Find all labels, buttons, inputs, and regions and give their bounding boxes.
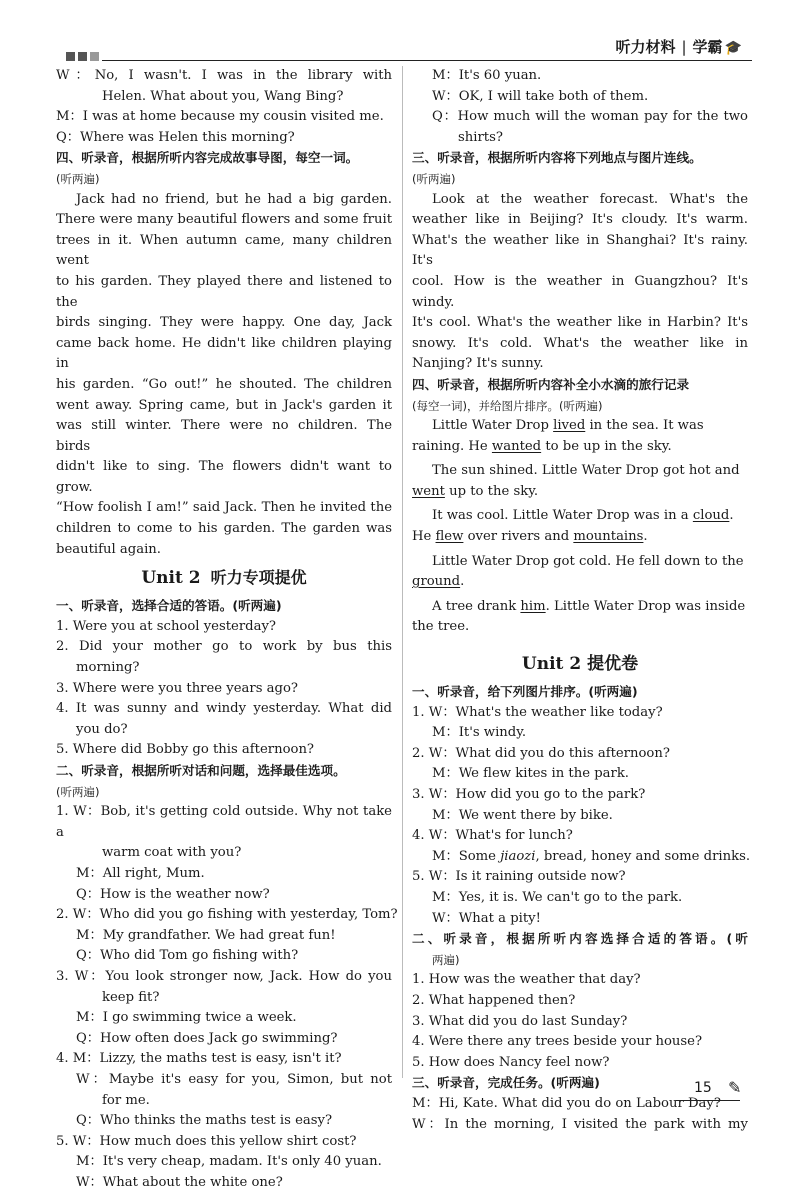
header-separator: | xyxy=(681,38,687,56)
drop-line: The sun shined. Little Water Drop got hot and xyxy=(432,463,740,479)
dialog-italic: jiaozi xyxy=(500,848,536,864)
question-line: 4. It was sunny and windy yesterday. What did xyxy=(56,701,392,717)
question-line: 5. Where did Bobby go this afternoon? xyxy=(56,742,315,758)
dialog-line: M：It's 60 yuan. xyxy=(432,68,542,83)
weather-line: weather like in Beijing? It's cloudy. It's warm. xyxy=(412,212,748,228)
weather-line: It's cool. What's the weather like in Harbin? It's xyxy=(412,315,748,331)
drop-answer: lived xyxy=(553,418,586,434)
section-subheading: (每空一词)，并给图片排序。(听两遍) xyxy=(412,398,603,413)
question-line: 4. Were there any trees beside your house? xyxy=(412,1034,703,1050)
pencil-icon: ✎ xyxy=(728,1078,742,1097)
drop-line xyxy=(412,482,748,503)
dialog-line: M：All right, Mum. xyxy=(76,865,205,881)
story-line: birds singing. They were happy. One day, Jack xyxy=(56,315,392,331)
dialog-line xyxy=(412,847,751,868)
drop-answer: flew xyxy=(435,529,464,545)
graduation-cap-icon: 🎓 xyxy=(724,40,742,56)
dialog-line: keep fit? xyxy=(102,989,160,1005)
page-header xyxy=(52,32,752,58)
drop-line xyxy=(412,416,748,437)
drop-text: . xyxy=(460,574,465,590)
drop-answer: went xyxy=(412,483,445,499)
section-heading: 四、听录音，根据所听内容完成故事导图，每空一词。 xyxy=(56,150,359,166)
drop-line xyxy=(412,572,748,593)
dialog-line: W：Maybe it's easy for you, Simon, but not xyxy=(76,1071,392,1087)
dialog-line: M：We flew kites in the park. xyxy=(432,766,630,782)
dialog-line: 2. W：What did you do this afternoon? xyxy=(412,745,670,761)
weather-line: Look at the weather forecast. What's the xyxy=(432,191,748,207)
dialog-line: Q：Where was Helen this morning? xyxy=(56,129,295,145)
drop-text: . xyxy=(643,529,648,545)
dialog-line: M：Yes, it is. We can't go to the park. xyxy=(432,889,683,905)
right-column xyxy=(412,66,751,1135)
dialog-line: 1. W：Bob, it's getting cold outside. Why not take a xyxy=(56,804,392,840)
drop-text: He xyxy=(412,529,432,545)
dialog-line: Q：How is the weather now? xyxy=(76,886,270,902)
drop-line: Little Water Drop got cold. He fell down to the xyxy=(432,553,744,569)
dialog-line: W：OK, I will take both of them. xyxy=(432,88,649,104)
header-brand xyxy=(615,36,742,57)
dialog-line: 5. W：Is it raining outside now? xyxy=(412,869,626,885)
section-subheading: (听两遍) xyxy=(56,171,100,186)
dialog-line: M：It's very cheap, madam. It's only 40 yuan. xyxy=(76,1154,382,1170)
unit-title xyxy=(56,566,392,590)
story-line: didn't like to sing. The flowers didn't want to grow. xyxy=(56,459,392,495)
section-heading: 一、听录音，选择合适的答语。(听两遍) xyxy=(56,598,282,614)
drop-line xyxy=(412,506,748,527)
story-line: “How foolish I am!” said Jack. Then he invited the xyxy=(56,500,392,516)
section-heading: 一、听录音，给下列图片排序。(听两遍) xyxy=(412,684,638,700)
dialog-line: Q：How much will the woman pay for the two xyxy=(432,109,748,125)
story-line: went away. Spring came, but in Jack's garden it xyxy=(56,397,392,413)
dialog-line: 3. W：How did you go to the park? xyxy=(412,787,646,802)
section-subheading: (听两遍) xyxy=(412,171,456,186)
section-heading: 四、听录音，根据所听内容补全小水滴的旅行记录 xyxy=(412,376,690,392)
dialog-line: 4. M：Lizzy, the maths test is easy, isn't it? xyxy=(56,1051,342,1067)
dialog-line: Helen. What about you, Wang Bing? xyxy=(102,88,344,104)
weather-line: What's the weather like in Shanghai? It's rainy. It's xyxy=(412,232,748,269)
story-line: trees in it. When autumn came, many children went xyxy=(56,232,392,269)
header-title: 听力材料 xyxy=(615,38,676,56)
question-line: 2. What happened then? xyxy=(412,992,576,1008)
dialog-line: M：I was at home because my cousin visited me. xyxy=(56,109,384,125)
drop-text: . Little Water Drop was inside xyxy=(545,598,746,614)
drop-answer: ground xyxy=(412,574,461,590)
dialog-line: Q：Who did Tom go fishing with? xyxy=(76,948,299,964)
drop-text: to be up in the sky. xyxy=(545,438,672,454)
page-footer xyxy=(676,1078,766,1102)
dialog-line: W：No, I wasn't. I was in the library with xyxy=(56,68,392,83)
drop-line: the tree. xyxy=(412,619,470,635)
question-line: 5. How does Nancy feel now? xyxy=(412,1054,610,1070)
drop-text: in the sea. It was xyxy=(589,418,704,434)
dialog-line: 1. W：What's the weather like today? xyxy=(412,704,663,720)
drop-text: Little Water Drop xyxy=(432,418,549,434)
dialog-line: Q：Who thinks the maths test is easy? xyxy=(76,1113,333,1129)
question-line: you do? xyxy=(76,721,128,737)
drop-text: over rivers and xyxy=(467,529,570,545)
story-line: his garden. “Go out!” he shouted. The children xyxy=(56,376,392,392)
section-heading: 二、听录音，根据所听对话和问题，选择最佳选项。 xyxy=(56,763,346,778)
dialog-line: 4. W：What's for lunch? xyxy=(412,828,573,844)
dialog-line: M：We went there by bike. xyxy=(432,807,613,823)
drop-text: raining. He xyxy=(412,438,488,454)
question-line: 1. Were you at school yesterday? xyxy=(56,618,276,634)
story-line: There were many beautiful flowers and some fruit xyxy=(56,212,392,228)
story-line: was still winter. There were no children. The birds xyxy=(56,418,392,454)
section-subheading: (听两遍) xyxy=(56,784,100,799)
question-line: 3. What did you do last Sunday? xyxy=(412,1013,628,1029)
header-rule xyxy=(102,60,752,61)
dialog-text: M：Some xyxy=(432,848,496,864)
weather-line: snowy. It's cold. What's the weather like in xyxy=(412,335,748,351)
question-line: 1. How was the weather that day? xyxy=(412,972,641,988)
drop-answer: cloud xyxy=(692,508,730,524)
dialog-line: shirts? xyxy=(458,129,503,145)
dialog-line: M：It's windy. xyxy=(432,725,527,741)
column-divider xyxy=(402,66,403,1078)
dialog-line: W：In the morning, I visited the park with my xyxy=(412,1116,748,1132)
dialog-line: for me. xyxy=(102,1092,150,1108)
page-number: 15 xyxy=(694,1080,712,1096)
story-line: came back home. He didn't like children playing in xyxy=(56,335,392,372)
drop-answer: wanted xyxy=(491,438,542,454)
drop-text: up to the sky. xyxy=(449,483,539,499)
drop-answer: mountains xyxy=(573,529,644,545)
dialog-line: M：I go swimming twice a week. xyxy=(76,1010,297,1026)
section-subheading: 两遍) xyxy=(432,952,460,967)
footer-rule xyxy=(676,1100,740,1101)
unit-title-en: Unit 2 xyxy=(141,568,201,589)
weather-line: Nanjing? It's sunny. xyxy=(412,356,544,372)
header-squares xyxy=(66,46,102,65)
story-line: beautiful again. xyxy=(56,541,161,557)
dialog-line: 5. W：How much does this yellow shirt cost? xyxy=(56,1133,357,1149)
drop-text: . xyxy=(729,508,734,524)
section-heading: 三、听录音，根据所听内容将下列地点与图片连线。 xyxy=(412,150,702,166)
story-line: to his garden. They played there and listened to the xyxy=(56,273,392,310)
question-line: 2. Did your mother go to work by bus this xyxy=(56,639,392,655)
dialog-line: W：What a pity! xyxy=(432,910,541,926)
drop-line xyxy=(412,597,748,618)
dialog-line: warm coat with you? xyxy=(102,845,242,861)
section-heading: 二、听录音，根据所听内容选择合适的答语。(听 xyxy=(412,931,748,947)
dialog-line: M：Hi, Kate. What did you do on Labour Day? xyxy=(412,1095,721,1111)
dialog-line: M：My grandfather. We had great fun! xyxy=(76,927,336,943)
drop-line xyxy=(412,527,748,548)
dialog-line: W：What about the white one? xyxy=(76,1174,283,1190)
question-line: morning? xyxy=(76,660,140,676)
dialog-line: Q：How often does Jack go swimming? xyxy=(76,1030,338,1046)
dialog-text: , bread, honey and some drinks. xyxy=(535,848,751,864)
drop-line xyxy=(412,437,748,458)
left-column xyxy=(56,66,398,1193)
dialog-line: 2. W：Who did you go fishing with yesterday, Tom? xyxy=(56,907,398,923)
unit-title-cn: 听力专项提优 xyxy=(210,568,307,588)
story-line: children to come to his garden. The garden was xyxy=(56,521,392,537)
dialog-line: 3. W：You look stronger now, Jack. How do you xyxy=(56,968,392,984)
brand-name: 学霸 xyxy=(692,38,723,56)
unit-title: Unit 2 提优卷 xyxy=(521,654,639,675)
drop-text: It was cool. Little Water Drop was in a xyxy=(432,508,689,524)
section-heading: 三、听录音，完成任务。(听两遍) xyxy=(412,1075,600,1091)
drop-answer: him xyxy=(520,598,546,614)
weather-line: cool. How is the weather in Guangzhou? It's windy. xyxy=(412,273,748,310)
story-line: Jack had no friend, but he had a big garden. xyxy=(76,191,392,207)
question-line: 3. Where were you three years ago? xyxy=(56,680,298,696)
drop-text: A tree drank xyxy=(432,598,517,614)
